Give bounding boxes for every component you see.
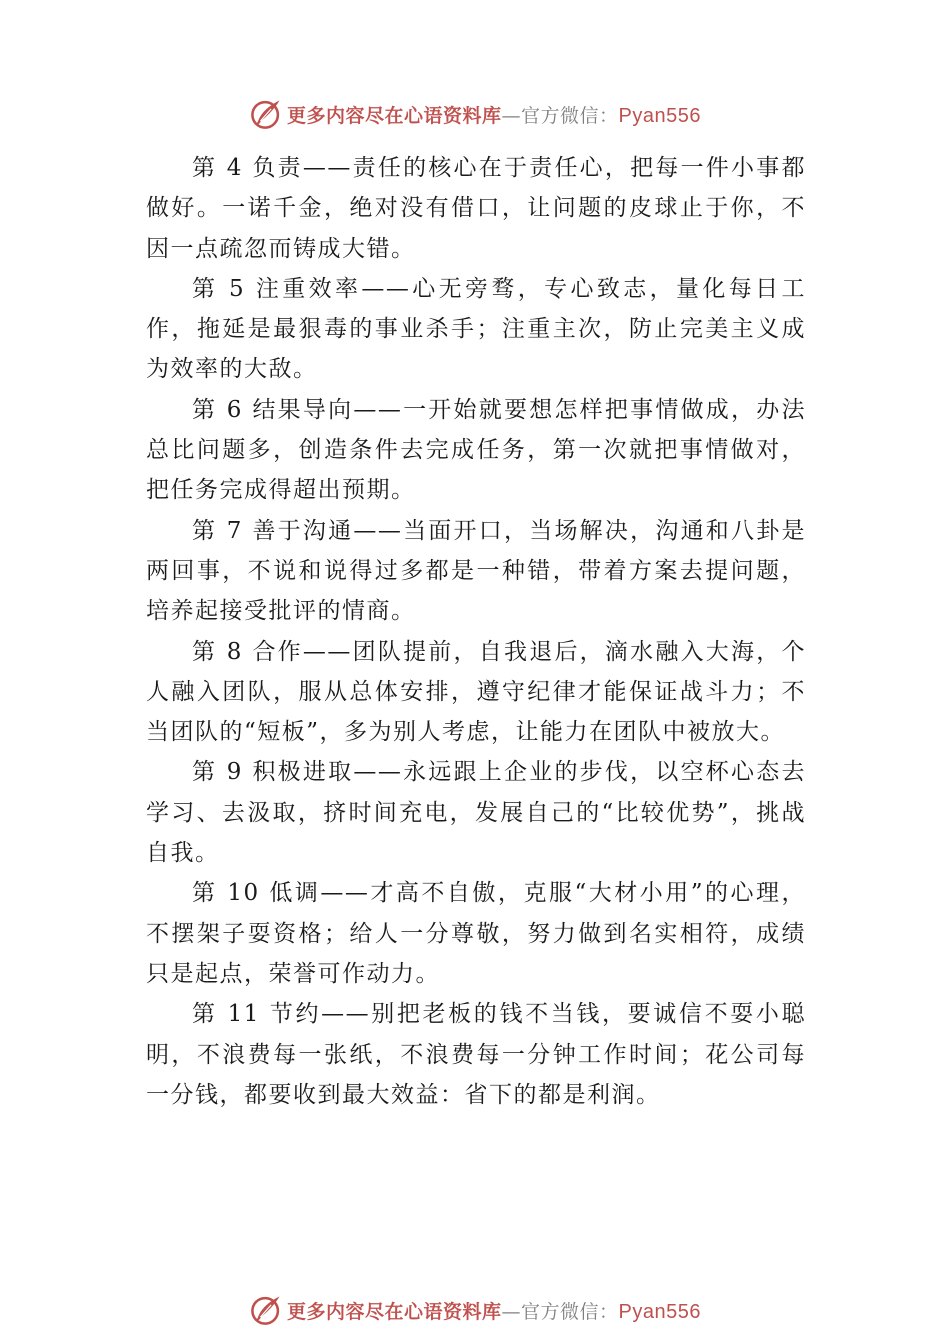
footer-wechat-label: 官方微信： <box>521 1300 619 1323</box>
header-title: 更多内容尽在心语资料库 <box>287 104 502 127</box>
paragraph-6: 第 6 结果导向——一开始就要想怎样把事情做成，办法总比问题多，创造条件去完成任务，第一次就把事情做对，把任务完成得超出预期。 <box>146 396 806 504</box>
header-banner <box>0 94 950 134</box>
paragraph-9: 第 9 积极进取——永远跟上企业的步伐，以空杯心态去学习、去汲取，挤时间充电，发展自己的“比较优势”，挑战自我。 <box>146 759 806 867</box>
feather-pen-logo-icon <box>249 97 283 131</box>
paragraph-7: 第 7 善于沟通——当面开口，当场解决，沟通和八卦是两回事，不说和说得过多都是一种错，带着方案去提问题，培养起接受批评的情商。 <box>146 517 806 625</box>
paragraph-10: 第 10 低调——才高不自傲，克服“大材小用”的心理，不摆架子耍资格；给人一分尊敬，努力做到名实相符，成绩只是起点，荣誉可作动力。 <box>146 880 806 987</box>
footer-banner <box>0 1290 950 1330</box>
footer-wechat-id: Pyan556 <box>618 1300 701 1323</box>
header-banner-text <box>287 101 701 128</box>
document-body <box>146 148 806 1115</box>
paragraph-4: 第 4 负责——责任的核心在于责任心，把每一件小事都做好。一诺千金，绝对没有借口，让问题的皮球止于你，不因一点疏忽而铸成大错。 <box>146 155 806 262</box>
paragraph-11: 第 11 节约——别把老板的钱不当钱，要诚信不耍小聪明，不浪费每一张纸，不浪费每一分钟工作时间；花公司每一分钱，都要收到最大效益：省下的都是利润。 <box>146 1001 806 1108</box>
paragraph-5: 第 5 注重效率——心无旁骛，专心致志，量化每日工作，拖延是最狠毒的事业杀手；注重主次，防止完美主义成为效率的大敌。 <box>146 275 806 383</box>
header-wechat-label: 官方微信： <box>521 104 619 127</box>
header-wechat-id: Pyan556 <box>618 104 701 127</box>
paragraph-8: 第 8 合作——团队提前，自我退后，滴水融入大海，个人融入团队，服从总体安排，遵守纪律才能保证战斗力；不当团队的“短板”，多为别人考虑，让能力在团队中被放大。 <box>146 638 806 746</box>
header-dash: — <box>501 104 522 127</box>
footer-banner-text <box>287 1297 701 1324</box>
footer-title: 更多内容尽在心语资料库 <box>287 1300 502 1323</box>
feather-pen-logo-icon <box>249 1293 283 1327</box>
footer-dash: — <box>501 1300 522 1323</box>
